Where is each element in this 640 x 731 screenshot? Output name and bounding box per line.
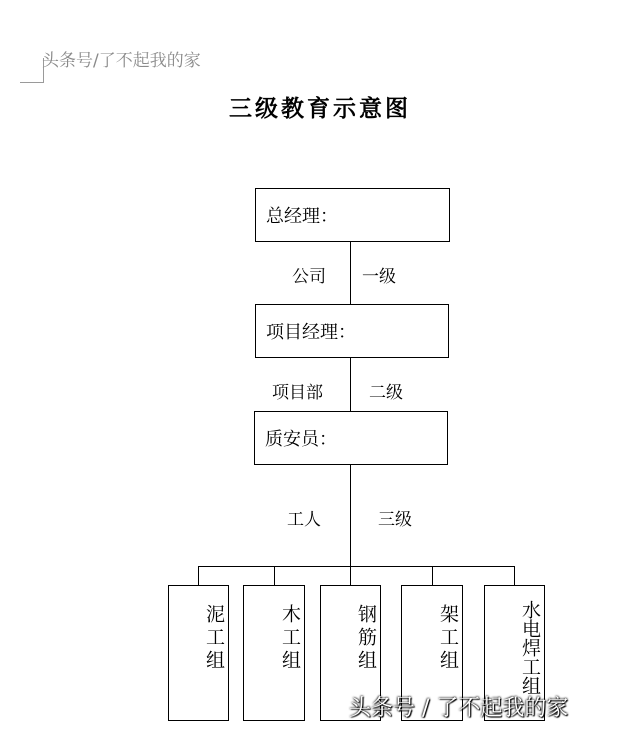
watermark-text: 头条号 / 了不起我的家 [349, 696, 569, 721]
team-label: 钢筋组 [355, 604, 377, 673]
team-label: 泥工组 [203, 604, 225, 673]
team-box-mason [168, 585, 229, 721]
branch-drop [514, 566, 515, 585]
level1-right-label: 一级 [362, 267, 396, 287]
project-manager-label: 项目经理： [266, 322, 356, 343]
diagram-title: 三级教育示意图 [229, 95, 411, 122]
branch-drop [432, 566, 433, 585]
branch-drop [198, 566, 199, 585]
level2-right-label: 二级 [369, 383, 403, 403]
team-box-carpenter [243, 585, 305, 721]
branch-drop [274, 566, 275, 585]
general-manager-label: 总经理： [266, 206, 338, 227]
safety-officer-label: 质安员： [265, 429, 337, 450]
branch-line [198, 566, 515, 567]
connector-level2 [350, 358, 351, 411]
team-label: 水电焊工组 [519, 600, 541, 695]
page-corner-mark-horizontal [20, 82, 44, 83]
team-label: 架工组 [437, 604, 459, 673]
header-text: 头条号/了不起我的家 [42, 51, 201, 71]
general-manager-box [255, 188, 450, 242]
safety-officer-box [254, 411, 448, 465]
level3-right-label: 三级 [378, 510, 412, 530]
team-label: 木工组 [279, 604, 301, 673]
connector-level1 [350, 242, 351, 304]
level3-left-label: 工人 [287, 510, 321, 530]
level2-left-label: 项目部 [272, 383, 323, 403]
project-manager-box [255, 304, 449, 358]
level1-left-label: 公司 [292, 267, 326, 287]
branch-drop [350, 566, 351, 585]
connector-level3 [350, 465, 351, 567]
